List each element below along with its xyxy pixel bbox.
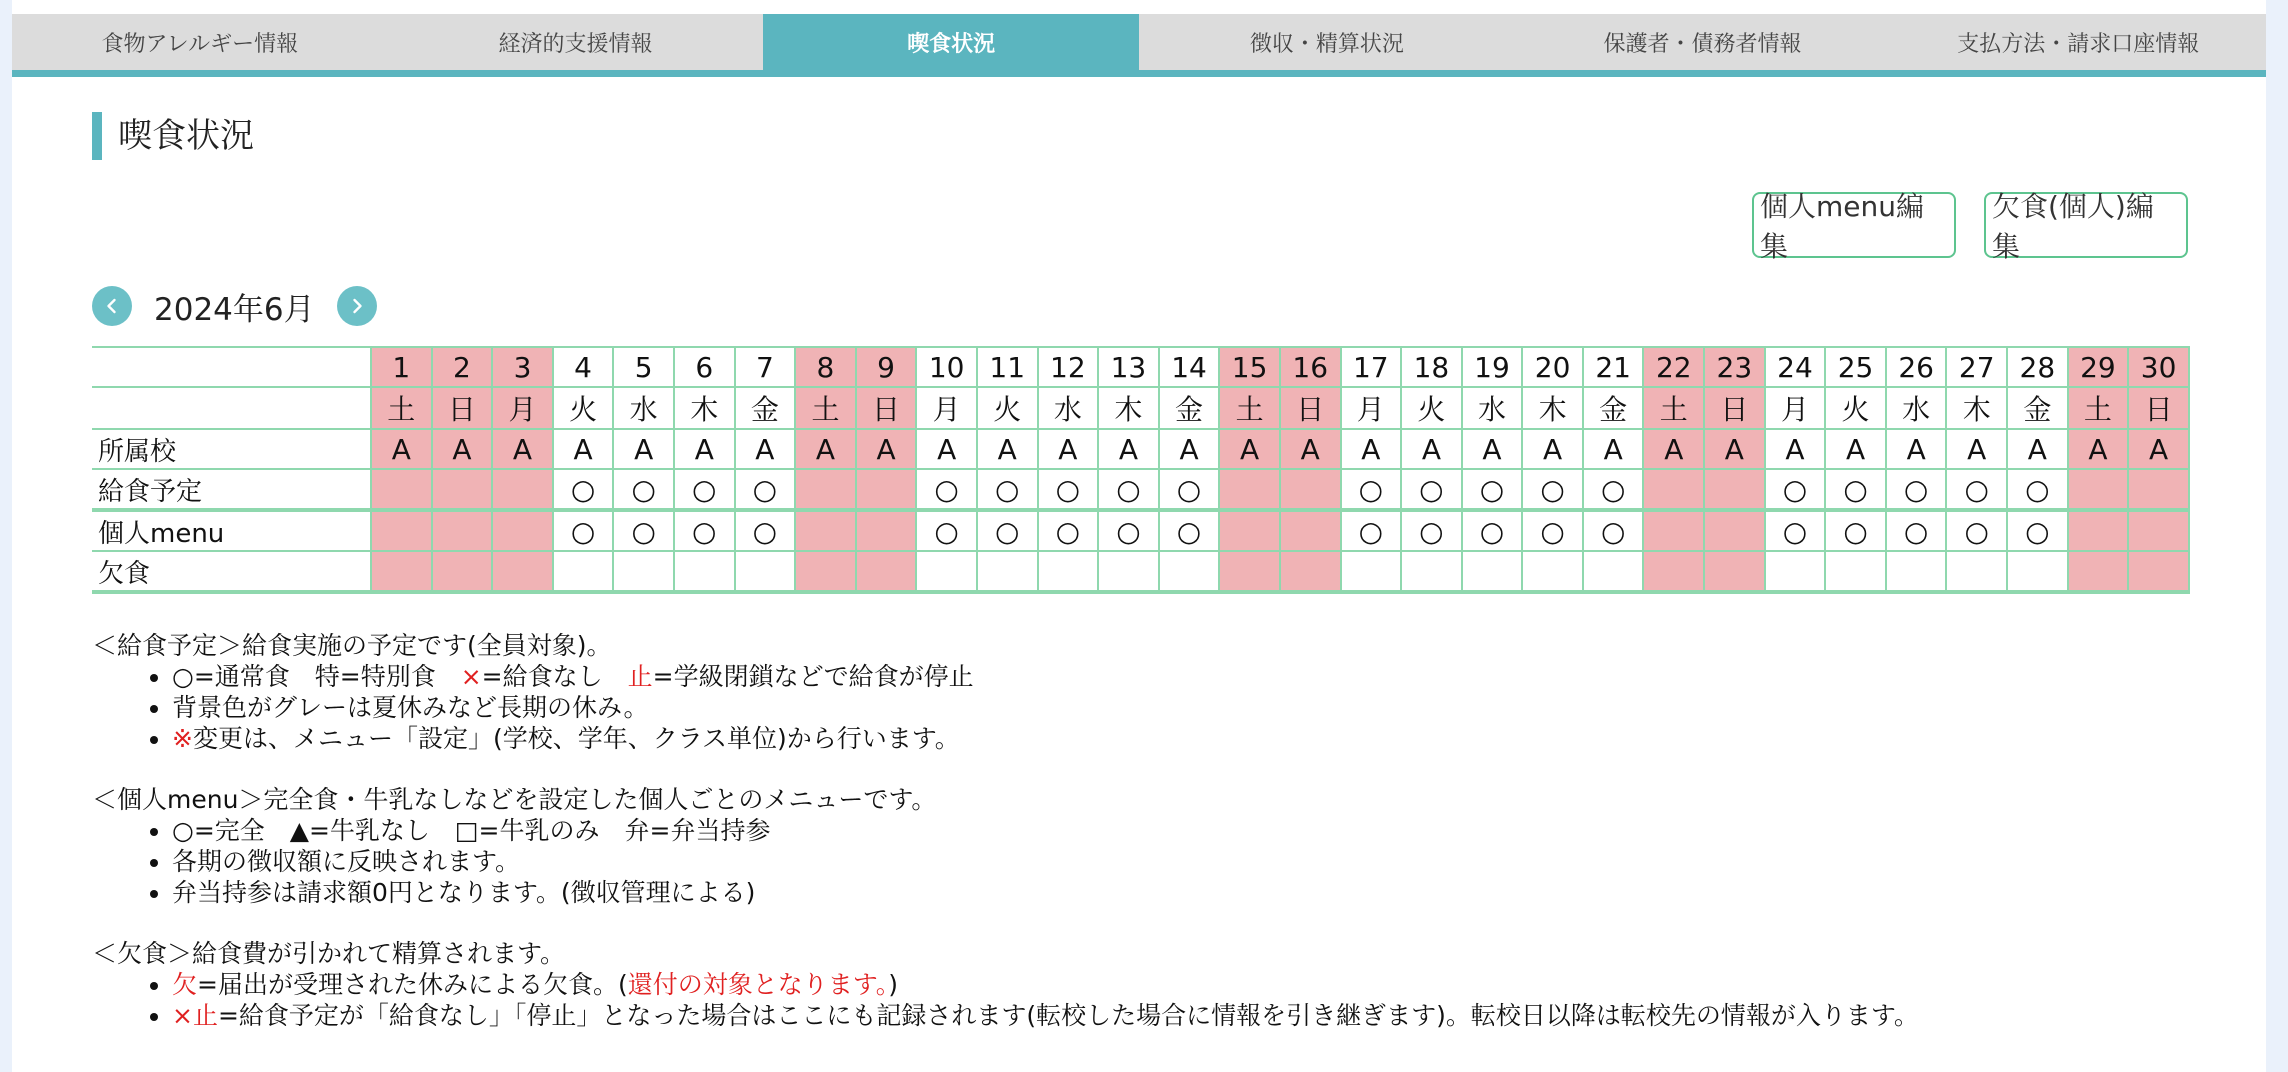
- planned-meal-row-cell: ○: [553, 469, 614, 510]
- planned-meal-row-cell: [432, 469, 493, 510]
- school-row-cell: A: [1643, 429, 1704, 469]
- school-row-cell: A: [1765, 429, 1826, 469]
- day-number-row-cell: 26: [1886, 347, 1947, 387]
- absence-row-cell: [977, 551, 1038, 592]
- planned-meal-row: [92, 469, 2189, 510]
- day-number-row-cell: 13: [1098, 347, 1159, 387]
- kyushoku-notes: [92, 630, 2252, 754]
- absence-row-cell: [2128, 551, 2189, 592]
- weekday-row-cell: 木: [1946, 387, 2007, 429]
- tab-bar: [12, 14, 2266, 77]
- planned-meal-row-cell: ○: [735, 469, 796, 510]
- absence-row-cell: [1341, 551, 1402, 592]
- weekday-row-cell: 木: [674, 387, 735, 429]
- school-row-cell: A: [1704, 429, 1765, 469]
- weekday-row-cell: 土: [2068, 387, 2129, 429]
- menu-note-symbols: • ○=完全 ▲=牛乳なし □=牛乳のみ 弁=弁当持参: [172, 815, 2252, 846]
- absence-row-cell: [795, 551, 856, 592]
- absence-row-cell: [1219, 551, 1280, 592]
- absence-row-cell: [1583, 551, 1644, 592]
- weekday-row-cell: 月: [1765, 387, 1826, 429]
- absence-row-cell: [1280, 551, 1341, 592]
- absence-notes: [92, 938, 2252, 1031]
- personal-menu-row-cell: ○: [1825, 510, 1886, 551]
- day-number-row-cell: 6: [674, 347, 735, 387]
- school-row-cell: A: [1038, 429, 1099, 469]
- school-row-cell: A: [674, 429, 735, 469]
- personal-menu-row-cell: [1643, 510, 1704, 551]
- weekday-row-cell: 火: [1401, 387, 1462, 429]
- next-month-button[interactable]: [337, 286, 377, 326]
- absence-row-cell: [553, 551, 614, 592]
- absence-row-cell: [1098, 551, 1159, 592]
- personal-menu-row-cell: [371, 510, 432, 551]
- personal-menu-edit-button[interactable]: 個人menu編集: [1752, 192, 1956, 258]
- school-row-cell: A: [1159, 429, 1220, 469]
- day-number-row-cell: 23: [1704, 347, 1765, 387]
- weekday-row-cell: 金: [735, 387, 796, 429]
- absence-row-cell: [1401, 551, 1462, 592]
- personal-menu-row-cell: ○: [735, 510, 796, 551]
- personal-menu-row-cell: [1219, 510, 1280, 551]
- absence-row-cell: [2007, 551, 2068, 592]
- kyushoku-notes-heading: ＜給食予定＞給食実施の予定です(全員対象)。: [92, 631, 612, 660]
- day-number-row-cell: 2: [432, 347, 493, 387]
- absence-row-cell: [1946, 551, 2007, 592]
- planned-meal-row-cell: ○: [1946, 469, 2007, 510]
- day-number-row-cell: 17: [1341, 347, 1402, 387]
- day-number-row-cell: 28: [2007, 347, 2068, 387]
- planned-meal-row-cell: ○: [674, 469, 735, 510]
- personal-menu-row: [92, 510, 2189, 551]
- weekday-row-cell: 木: [1098, 387, 1159, 429]
- menu-notes-heading: ＜個人menu＞完全食・牛乳なしなどを設定した個人ごとのメニューです。: [92, 785, 937, 814]
- school-row-cell: A: [1219, 429, 1280, 469]
- absence-note-refund: • 欠=届出が受理された休みによる欠食。(還付の対象となります。): [172, 969, 2252, 1000]
- day-number-row-cell: 9: [856, 347, 917, 387]
- weekday-row-cell: 金: [1159, 387, 1220, 429]
- weekday-row-cell: 月: [916, 387, 977, 429]
- day-number-row-cell: 3: [492, 347, 553, 387]
- planned-meal-row-cell: ○: [916, 469, 977, 510]
- personal-menu-row-cell: ○: [916, 510, 977, 551]
- personal-menu-row-cell: ○: [1946, 510, 2007, 551]
- absence-note-record: • ×止=給食予定が「給食なし」「停止」となった場合はここにも記録されます(転校した場合に情報を引き継ぎます)。転校日以降は転校先の情報が入ります。: [172, 1000, 2252, 1031]
- weekday-row-cell: 日: [2128, 387, 2189, 429]
- planned-meal-row-cell: ○: [1765, 469, 1826, 510]
- weekday-row-cell: 水: [1462, 387, 1523, 429]
- day-number-row-cell: 27: [1946, 347, 2007, 387]
- absence-row-cell: [1038, 551, 1099, 592]
- school-row-cell: A: [1280, 429, 1341, 469]
- planned-meal-row-cell: ○: [1583, 469, 1644, 510]
- kyushoku-note-gray-background: • 背景色がグレーは夏休みなど長期の休み。: [172, 692, 2252, 723]
- day-number-row-cell: 7: [735, 347, 796, 387]
- planned-meal-row-cell: ○: [2007, 469, 2068, 510]
- prev-month-button[interactable]: [92, 286, 132, 326]
- school-row-cell: A: [432, 429, 493, 469]
- personal-menu-row-cell: ○: [553, 510, 614, 551]
- personal-menu-row-cell: [2128, 510, 2189, 551]
- planned-meal-row-cell: ○: [1522, 469, 1583, 510]
- weekday-row-cell: 水: [613, 387, 674, 429]
- absence-row-cell: [432, 551, 493, 592]
- weekday-row-cell: 日: [856, 387, 917, 429]
- weekday-row-cell: 木: [1522, 387, 1583, 429]
- planned-meal-row-cell: ○: [613, 469, 674, 510]
- personal-menu-row-cell: [2068, 510, 2129, 551]
- school-row-cell: A: [1886, 429, 1947, 469]
- absence-row-cell: [1462, 551, 1523, 592]
- absence-row-cell: [1159, 551, 1220, 592]
- kyushoku-note-symbols: • ○=通常食 特=特別食 ×=給食なし 止=学級閉鎖などで給食が停止: [172, 661, 2252, 692]
- weekday-row-cell: 土: [1643, 387, 1704, 429]
- absence-row-cell: [856, 551, 917, 592]
- planned-meal-row-cell: [1219, 469, 1280, 510]
- personal-menu-row-cell: ○: [1522, 510, 1583, 551]
- weekday-row-cell: 金: [1583, 387, 1644, 429]
- absence-row-cell: [1522, 551, 1583, 592]
- planned-meal-row-cell: ○: [977, 469, 1038, 510]
- tab-allergy[interactable]: 食物アレルギー情報: [101, 31, 299, 57]
- planned-meal-row-cell: [1704, 469, 1765, 510]
- weekday-row-cell: 水: [1038, 387, 1099, 429]
- planned-meal-row-cell: [856, 469, 917, 510]
- planned-meal-row-cell: ○: [1401, 469, 1462, 510]
- planned-meal-row-cell: ○: [1038, 469, 1099, 510]
- menu-note-bento: • 弁当持参は請求額0円となります。(徴収管理による): [172, 877, 2252, 908]
- absence-row-cell: [735, 551, 796, 592]
- absence-row: [92, 551, 2189, 592]
- weekday-row-label: [92, 387, 371, 429]
- day-number-row-cell: 20: [1522, 347, 1583, 387]
- absence-row-cell: [916, 551, 977, 592]
- tab-payment-method[interactable]: 支払方法・請求口座情報: [1957, 31, 2200, 57]
- weekday-row-cell: 火: [553, 387, 614, 429]
- school-row-cell: A: [1341, 429, 1402, 469]
- day-number-row-cell: 22: [1643, 347, 1704, 387]
- personal-menu-row-cell: [1280, 510, 1341, 551]
- school-row-cell: A: [2068, 429, 2129, 469]
- planned-meal-row-label: 給食予定: [92, 469, 371, 510]
- school-row-cell: A: [553, 429, 614, 469]
- personal-menu-row-cell: ○: [1038, 510, 1099, 551]
- planned-meal-row-cell: [2068, 469, 2129, 510]
- planned-meal-row-cell: [1643, 469, 1704, 510]
- absence-row-cell: [1765, 551, 1826, 592]
- personal-menu-row-cell: ○: [1583, 510, 1644, 551]
- school-row-cell: A: [1522, 429, 1583, 469]
- weekday-row: [92, 387, 2189, 429]
- absence-row-cell: [371, 551, 432, 592]
- day-number-row: [92, 347, 2189, 387]
- weekday-row-cell: 土: [1219, 387, 1280, 429]
- personal-menu-row-cell: [1704, 510, 1765, 551]
- personal-menu-row-cell: ○: [977, 510, 1038, 551]
- absence-edit-button[interactable]: 欠食(個人)編集: [1984, 192, 2188, 258]
- tab-collection-settlement[interactable]: 徴収・精算状況: [1249, 31, 1404, 57]
- personal-menu-row-cell: ○: [1341, 510, 1402, 551]
- personal-menu-row-cell: ○: [613, 510, 674, 551]
- day-number-row-cell: 14: [1159, 347, 1220, 387]
- absence-row-cell: [1825, 551, 1886, 592]
- personal-menu-row-cell: [795, 510, 856, 551]
- page: [12, 0, 2266, 1072]
- legend-notes: [92, 630, 2252, 1061]
- planned-meal-row-cell: ○: [1825, 469, 1886, 510]
- school-row-cell: A: [856, 429, 917, 469]
- absence-row-label: 欠食: [92, 551, 371, 592]
- planned-meal-row-cell: ○: [1886, 469, 1947, 510]
- personal-menu-row-cell: ○: [1462, 510, 1523, 551]
- day-number-row-cell: 16: [1280, 347, 1341, 387]
- school-row: [92, 429, 2189, 469]
- planned-meal-row-cell: [492, 469, 553, 510]
- day-number-row-cell: 29: [2068, 347, 2129, 387]
- planned-meal-row-cell: [795, 469, 856, 510]
- school-row-cell: A: [613, 429, 674, 469]
- personal-menu-row-cell: ○: [1886, 510, 1947, 551]
- chevron-left-icon: [102, 296, 122, 316]
- school-row-cell: A: [371, 429, 432, 469]
- school-row-cell: A: [916, 429, 977, 469]
- school-row-cell: A: [2007, 429, 2068, 469]
- day-number-row-cell: 15: [1219, 347, 1280, 387]
- personal-menu-row-cell: ○: [2007, 510, 2068, 551]
- section-title: 喫食状況: [92, 112, 254, 160]
- personal-menu-row-cell: [856, 510, 917, 551]
- absence-row-cell: [1886, 551, 1947, 592]
- personal-menu-row-label: 個人menu: [92, 510, 371, 551]
- weekday-row-cell: 日: [432, 387, 493, 429]
- planned-meal-row-cell: ○: [1462, 469, 1523, 510]
- school-row-cell: A: [1583, 429, 1644, 469]
- personal-menu-row-cell: ○: [1401, 510, 1462, 551]
- absence-row-cell: [1704, 551, 1765, 592]
- day-number-row-cell: 30: [2128, 347, 2189, 387]
- day-number-row-cell: 5: [613, 347, 674, 387]
- planned-meal-row-cell: [2128, 469, 2189, 510]
- weekday-row-cell: 日: [1704, 387, 1765, 429]
- weekday-row-cell: 月: [1341, 387, 1402, 429]
- school-row-cell: A: [795, 429, 856, 469]
- school-row-cell: A: [1401, 429, 1462, 469]
- school-row-cell: A: [735, 429, 796, 469]
- day-number-row-cell: 10: [916, 347, 977, 387]
- school-row-cell: A: [492, 429, 553, 469]
- weekday-row-cell: 水: [1886, 387, 1947, 429]
- tab-guardian-debtor[interactable]: 保護者・債務者情報: [1603, 31, 1802, 57]
- weekday-row-cell: 月: [492, 387, 553, 429]
- planned-meal-row-cell: ○: [1098, 469, 1159, 510]
- school-row-cell: A: [1946, 429, 2007, 469]
- weekday-row-cell: 金: [2007, 387, 2068, 429]
- absence-row-cell: [2068, 551, 2129, 592]
- personal-menu-row-cell: ○: [1159, 510, 1220, 551]
- planned-meal-row-cell: [371, 469, 432, 510]
- day-number-row-cell: 8: [795, 347, 856, 387]
- personal-menu-row-cell: [432, 510, 493, 551]
- planned-meal-row-cell: ○: [1159, 469, 1220, 510]
- menu-note-reflect: • 各期の徴収額に反映されます。: [172, 846, 2252, 877]
- kyushoku-note-change: • ※変更は、メニュー「設定」(学校、学年、クラス単位)から行います。: [172, 723, 2252, 754]
- planned-meal-row-cell: [1280, 469, 1341, 510]
- school-row-label: 所属校: [92, 429, 371, 469]
- weekday-row-cell: 土: [795, 387, 856, 429]
- planned-meal-row-cell: ○: [1341, 469, 1402, 510]
- personal-menu-row-cell: ○: [1098, 510, 1159, 551]
- weekday-row-cell: 土: [371, 387, 432, 429]
- weekday-row-cell: 日: [1280, 387, 1341, 429]
- tab-meal-status[interactable]: 喫食状況: [763, 14, 1139, 70]
- day-number-row-cell: 25: [1825, 347, 1886, 387]
- day-number-row-cell: 19: [1462, 347, 1523, 387]
- personal-menu-row-cell: [492, 510, 553, 551]
- absence-row-cell: [492, 551, 553, 592]
- school-row-cell: A: [2128, 429, 2189, 469]
- month-label: 2024年6月: [154, 291, 315, 328]
- meal-calendar: [92, 346, 2190, 594]
- day-number-row-cell: 12: [1038, 347, 1099, 387]
- absence-row-cell: [1643, 551, 1704, 592]
- school-row-cell: A: [1098, 429, 1159, 469]
- school-row-cell: A: [1825, 429, 1886, 469]
- month-navigation: [92, 286, 377, 326]
- absence-notes-heading: ＜欠食＞給食費が引かれて精算されます。: [92, 939, 566, 968]
- day-number-row-cell: 1: [371, 347, 432, 387]
- school-row-cell: A: [1462, 429, 1523, 469]
- school-row-cell: A: [977, 429, 1038, 469]
- weekday-row-cell: 火: [1825, 387, 1886, 429]
- day-number-row-cell: 21: [1583, 347, 1644, 387]
- chevron-right-icon: [347, 296, 367, 316]
- day-number-row-cell: 4: [553, 347, 614, 387]
- day-number-row-cell: 18: [1401, 347, 1462, 387]
- day-number-row-label: [92, 347, 371, 387]
- personal-menu-row-cell: ○: [1765, 510, 1826, 551]
- weekday-row-cell: 火: [977, 387, 1038, 429]
- absence-row-cell: [674, 551, 735, 592]
- day-number-row-cell: 24: [1765, 347, 1826, 387]
- day-number-row-cell: 11: [977, 347, 1038, 387]
- absence-row-cell: [613, 551, 674, 592]
- tab-economic-support[interactable]: 経済的支援情報: [498, 31, 653, 57]
- personal-menu-row-cell: ○: [674, 510, 735, 551]
- menu-notes: [92, 784, 2252, 908]
